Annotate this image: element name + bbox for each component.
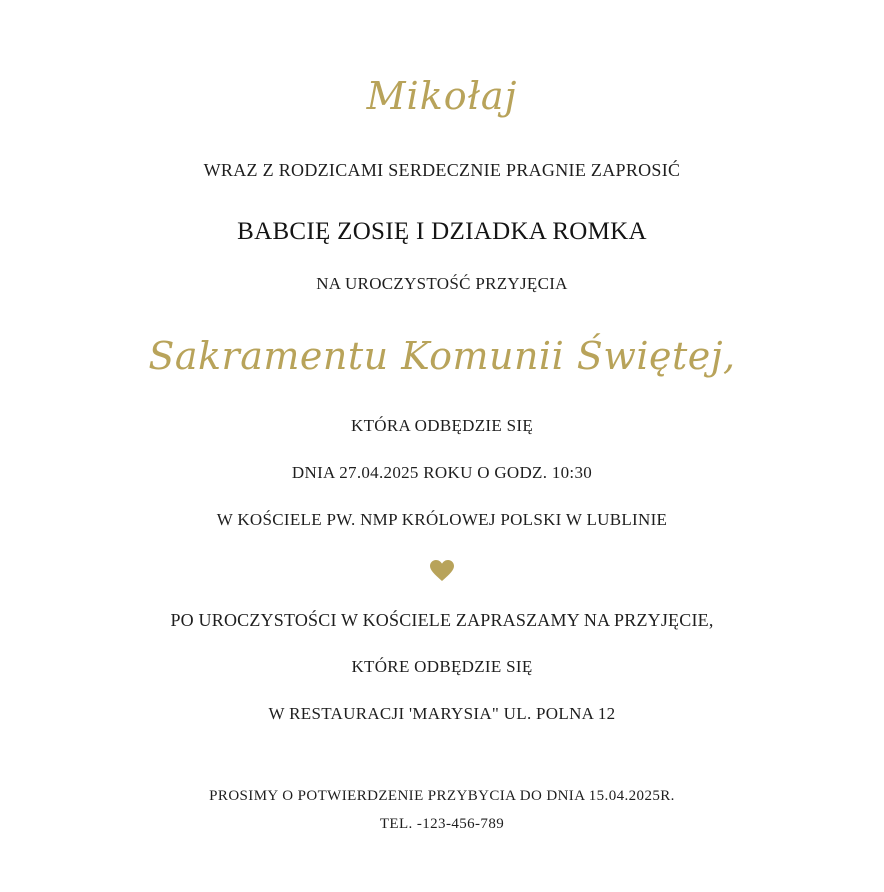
date-line: DNIA 27.04.2025 ROKU O GODZ. 10:30 xyxy=(291,463,593,482)
restaurant-line: W RESTAURACJI 'MARYSIA" UL. POLNA 12 xyxy=(268,704,616,723)
heart-icon xyxy=(430,560,454,582)
rsvp-line: PROSIMY O POTWIERDZENIE PRZYBYCIA DO DNIA 15.04.2025R. xyxy=(209,788,675,804)
phone-line: TEL. -123-456-789 xyxy=(379,816,505,832)
child-name: Mikołaj xyxy=(366,74,518,118)
sacrament-title: Sakramentu Komunii Świętej, xyxy=(148,334,736,378)
which-line: KTÓRA ODBĘDZIE SIĘ xyxy=(351,416,533,435)
church-line: W KOŚCIELE PW. NMP KRÓLOWEJ POLSKI W LUBLINIE xyxy=(216,510,668,529)
occasion-line: NA UROCZYSTOŚĆ PRZYJĘCIA xyxy=(316,274,568,293)
reception-line: PO UROCZYSTOŚCI W KOŚCIELE ZAPRASZAMY NA PRZYJĘCIE, xyxy=(170,610,714,630)
invite-line: WRAZ Z RODZICAMI SERDECZNIE PRAGNIE ZAPROSIĆ xyxy=(203,160,681,180)
which-line-2: KTÓRE ODBĘDZIE SIĘ xyxy=(351,657,533,676)
guests-line: BABCIĘ ZOSIĘ I DZIADKA ROMKA xyxy=(237,218,647,245)
